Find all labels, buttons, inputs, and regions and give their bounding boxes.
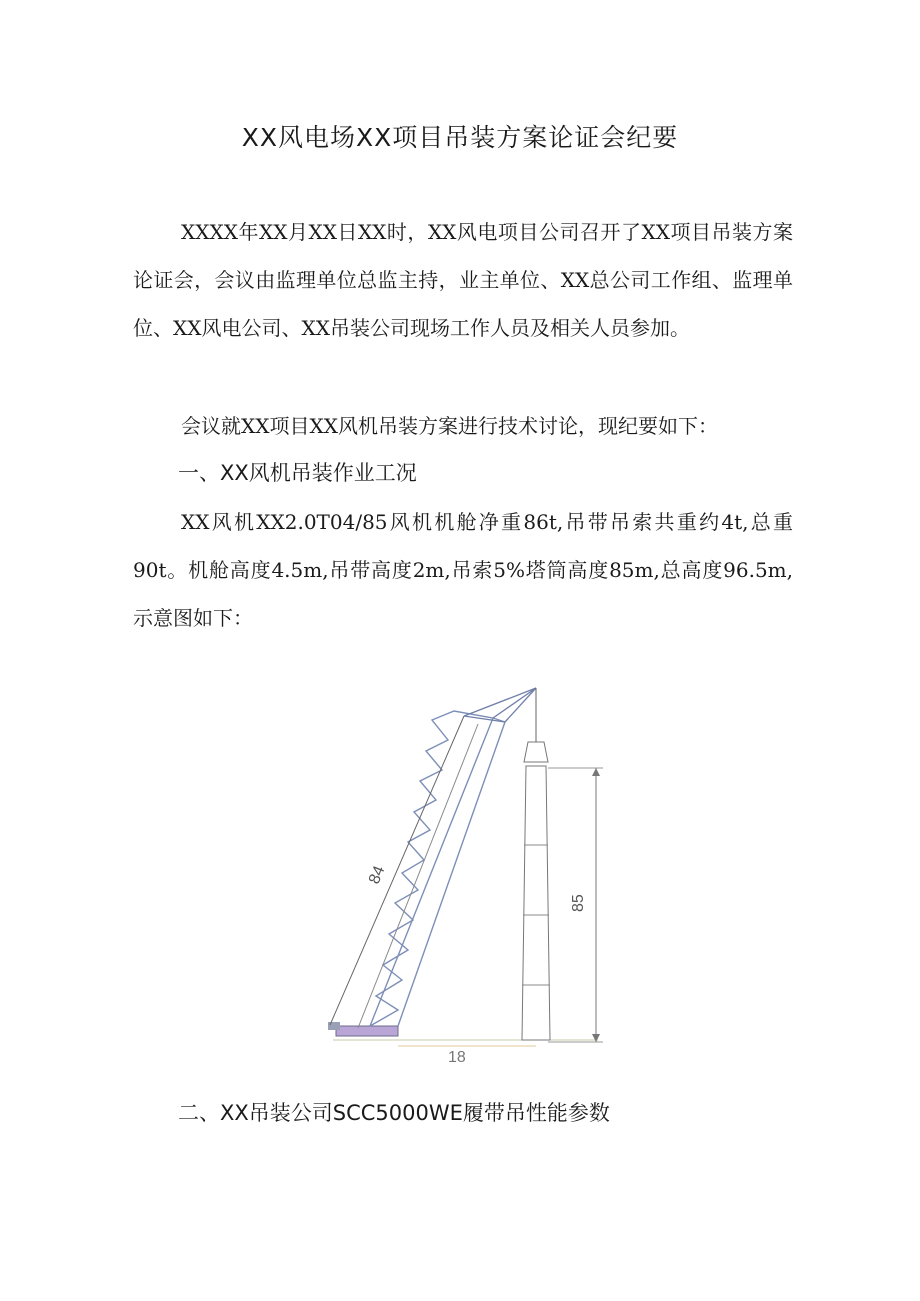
- paragraph-meeting-intro: XXXX年XX月XX日XX时，XX风电项目公司召开了XX项目吊装方案论证会，会议由监理单位总监主持，业主单位、XX总公司工作组、监理单位、XX风电公司、XX吊装公司现场工作人员及相关人员参加。: [133, 220, 793, 340]
- paragraph-discussion: 会议就XX项目XX风机吊装方案进行技术讨论，现纪要如下：: [181, 414, 718, 438]
- crane-lifting-diagram: [318, 680, 608, 1066]
- wind-tower: [522, 766, 550, 1040]
- document-title: XX风电场XX项目吊装方案论证会纪要: [241, 123, 679, 152]
- counterweight: [328, 1022, 340, 1030]
- crawler-base: [336, 1026, 398, 1036]
- boom-lattice: [370, 711, 505, 1026]
- crane-diagram-svg: [318, 680, 608, 1066]
- boom-head: [464, 688, 536, 722]
- boom-length-label: 84: [365, 863, 389, 887]
- section-heading-1: 一、XX风机吊装作业工况: [178, 461, 417, 485]
- nacelle-hook: [524, 742, 548, 762]
- radius-label: 18: [448, 1049, 466, 1066]
- paragraph-load-specs: XX风机XX2.0T04/85风机机舱净重86t,吊带吊索共重约4t,总重90t。机舱高度4.5m,吊带高度2m,吊索5%塔筒高度85m,总高度96.5m,示意图如下：: [133, 510, 793, 630]
- boom-pendant-line: [330, 716, 464, 1025]
- tower-height-label: 85: [570, 894, 587, 912]
- section-heading-2: 二、XX吊装公司SCC5000WE履带吊性能参数: [178, 1101, 610, 1125]
